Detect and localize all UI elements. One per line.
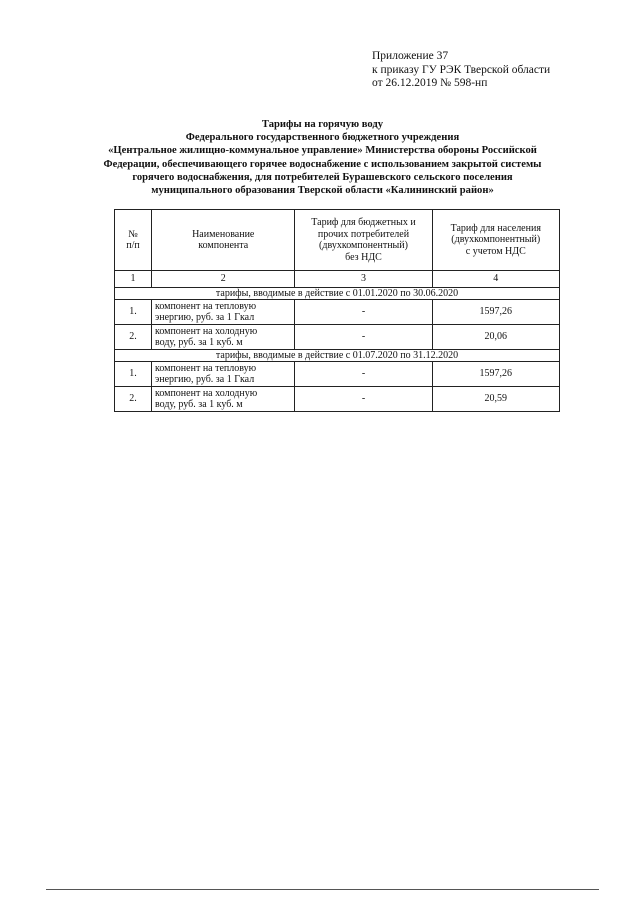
period-row [115, 350, 560, 362]
component-name: компонент на холодную воду, руб. за 1 куб. м [151, 387, 295, 412]
table-row [115, 362, 560, 387]
row-number: 1. [115, 362, 152, 387]
page-bottom-rule [46, 889, 599, 890]
budget-tariff-value: - [295, 300, 432, 325]
budget-tariff-value: - [295, 387, 432, 412]
column-index: 4 [432, 271, 559, 288]
period-label: тарифы, вводимые в действие с 01.07.2020 по 31.12.2020 [115, 350, 560, 362]
component-name: компонент на тепловую энергию, руб. за 1 Гкал [151, 362, 295, 387]
header-population-tariff: Тариф для населения (двухкомпонентный) с учетом НДС [432, 210, 559, 271]
title-line: Тарифы на горячую воду [261, 119, 384, 130]
annex-reference [372, 50, 550, 91]
budget-tariff-value: - [295, 325, 432, 350]
row-number: 2. [115, 325, 152, 350]
population-tariff-value: 1597,26 [432, 362, 559, 387]
period-row [115, 288, 560, 300]
population-tariff-value: 20,59 [432, 387, 559, 412]
row-number: 2. [115, 387, 152, 412]
title-line: муниципального образования Тверской области «Калининский район» [151, 185, 494, 197]
document-title [90, 118, 555, 197]
table-row [115, 300, 560, 325]
header-budget-tariff: Тариф для бюджетных и прочих потребителей (двухкомпонентный) без НДС [295, 210, 432, 271]
column-index: 3 [295, 271, 432, 288]
table-row [115, 325, 560, 350]
table-header-row [115, 210, 560, 271]
column-index: 2 [151, 271, 295, 288]
period-label: тарифы, вводимые в действие с 01.01.2020 по 30.06.2020 [115, 288, 560, 300]
table-row [115, 387, 560, 412]
title-line: «Центральное жилищно-коммунальное управление» Министерства обороны Российской [108, 145, 537, 157]
budget-tariff-value: - [295, 362, 432, 387]
annex-line: к приказу ГУ РЭК Тверской области [372, 63, 551, 76]
component-name: компонент на тепловую энергию, руб. за 1 Гкал [151, 300, 295, 325]
annex-line: от 26.12.2019 № 598-нп [372, 77, 488, 89]
column-index: 1 [115, 271, 152, 288]
header-num: № п/п [115, 210, 152, 271]
tariff-table [114, 209, 560, 412]
component-name: компонент на холодную воду, руб. за 1 куб. м [151, 325, 295, 350]
header-name: Наименование компонента [151, 210, 295, 271]
population-tariff-value: 20,06 [432, 325, 559, 350]
column-index-row [115, 271, 560, 288]
title-line: горячего водоснабжения, для потребителей Бурашевского сельского поселения [132, 171, 513, 183]
annex-line: Приложение 37 [372, 50, 449, 62]
title-line: Федерального государственного бюджетного учреждения [185, 132, 460, 144]
row-number: 1. [115, 300, 152, 325]
title-line: Федерации, обеспечивающего горячее водоснабжение с использованием закрытой системы [103, 158, 542, 170]
population-tariff-value: 1597,26 [432, 300, 559, 325]
